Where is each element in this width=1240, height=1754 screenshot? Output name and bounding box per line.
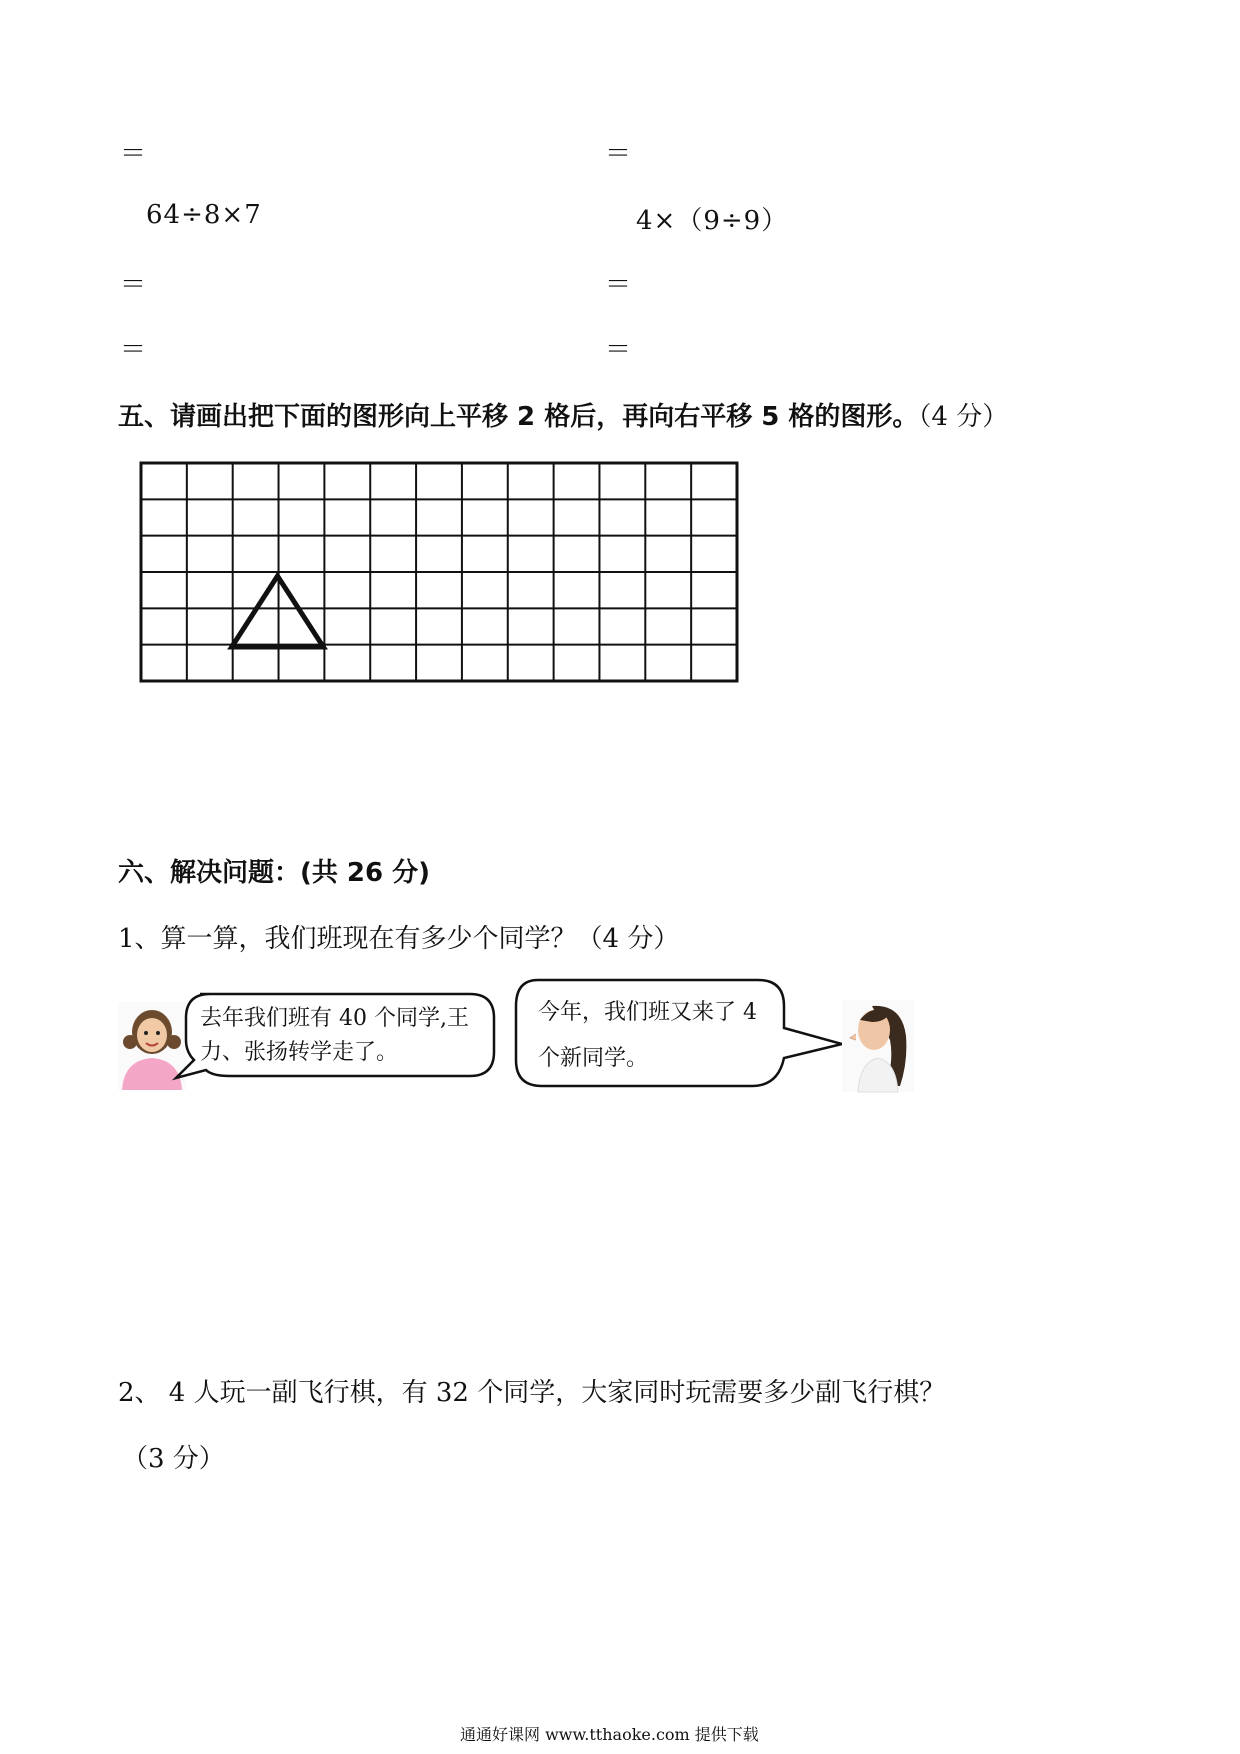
footer-credit: 通通好课网 www.tthaoke.com 提供下载 [460, 1725, 759, 1744]
speech-bubble-left: 去年我们班有 40 个同学,王力、张扬转学走了。 [200, 1006, 469, 1065]
speech-bubble-right: 今年，我们班又来了 4 个新同学。 [538, 1000, 757, 1071]
equals-sign: ＝ [120, 270, 147, 300]
equals-sign: ＝ [605, 270, 632, 300]
expression-right: 4×（9÷9） [636, 206, 789, 236]
section-5-points: （4 分） [918, 402, 1009, 432]
section-6-heading: 六、解决问题：(共 26 分) [118, 858, 431, 888]
expression-left: 64÷8×7 [146, 200, 262, 230]
equals-sign: ＝ [605, 335, 632, 365]
translation-grid [140, 462, 740, 684]
section-5-title: 五、请画出把下面的图形向上平移 2 格后，再向右平移 5 格的图形。 [118, 402, 919, 432]
section-5-heading [118, 396, 1008, 433]
question-1: 1、算一算，我们班现在有多少个同学？（4 分） [118, 924, 680, 954]
question-2-points: （3 分） [122, 1444, 225, 1474]
equals-sign: ＝ [120, 139, 147, 169]
equals-sign: ＝ [120, 335, 147, 365]
equals-sign: ＝ [605, 139, 632, 169]
girl-avatar-right [842, 1000, 914, 1092]
question-2: 2、 4 人玩一副飞行棋，有 32 个同学，大家同时玩需要多少副飞行棋？ [118, 1378, 946, 1408]
